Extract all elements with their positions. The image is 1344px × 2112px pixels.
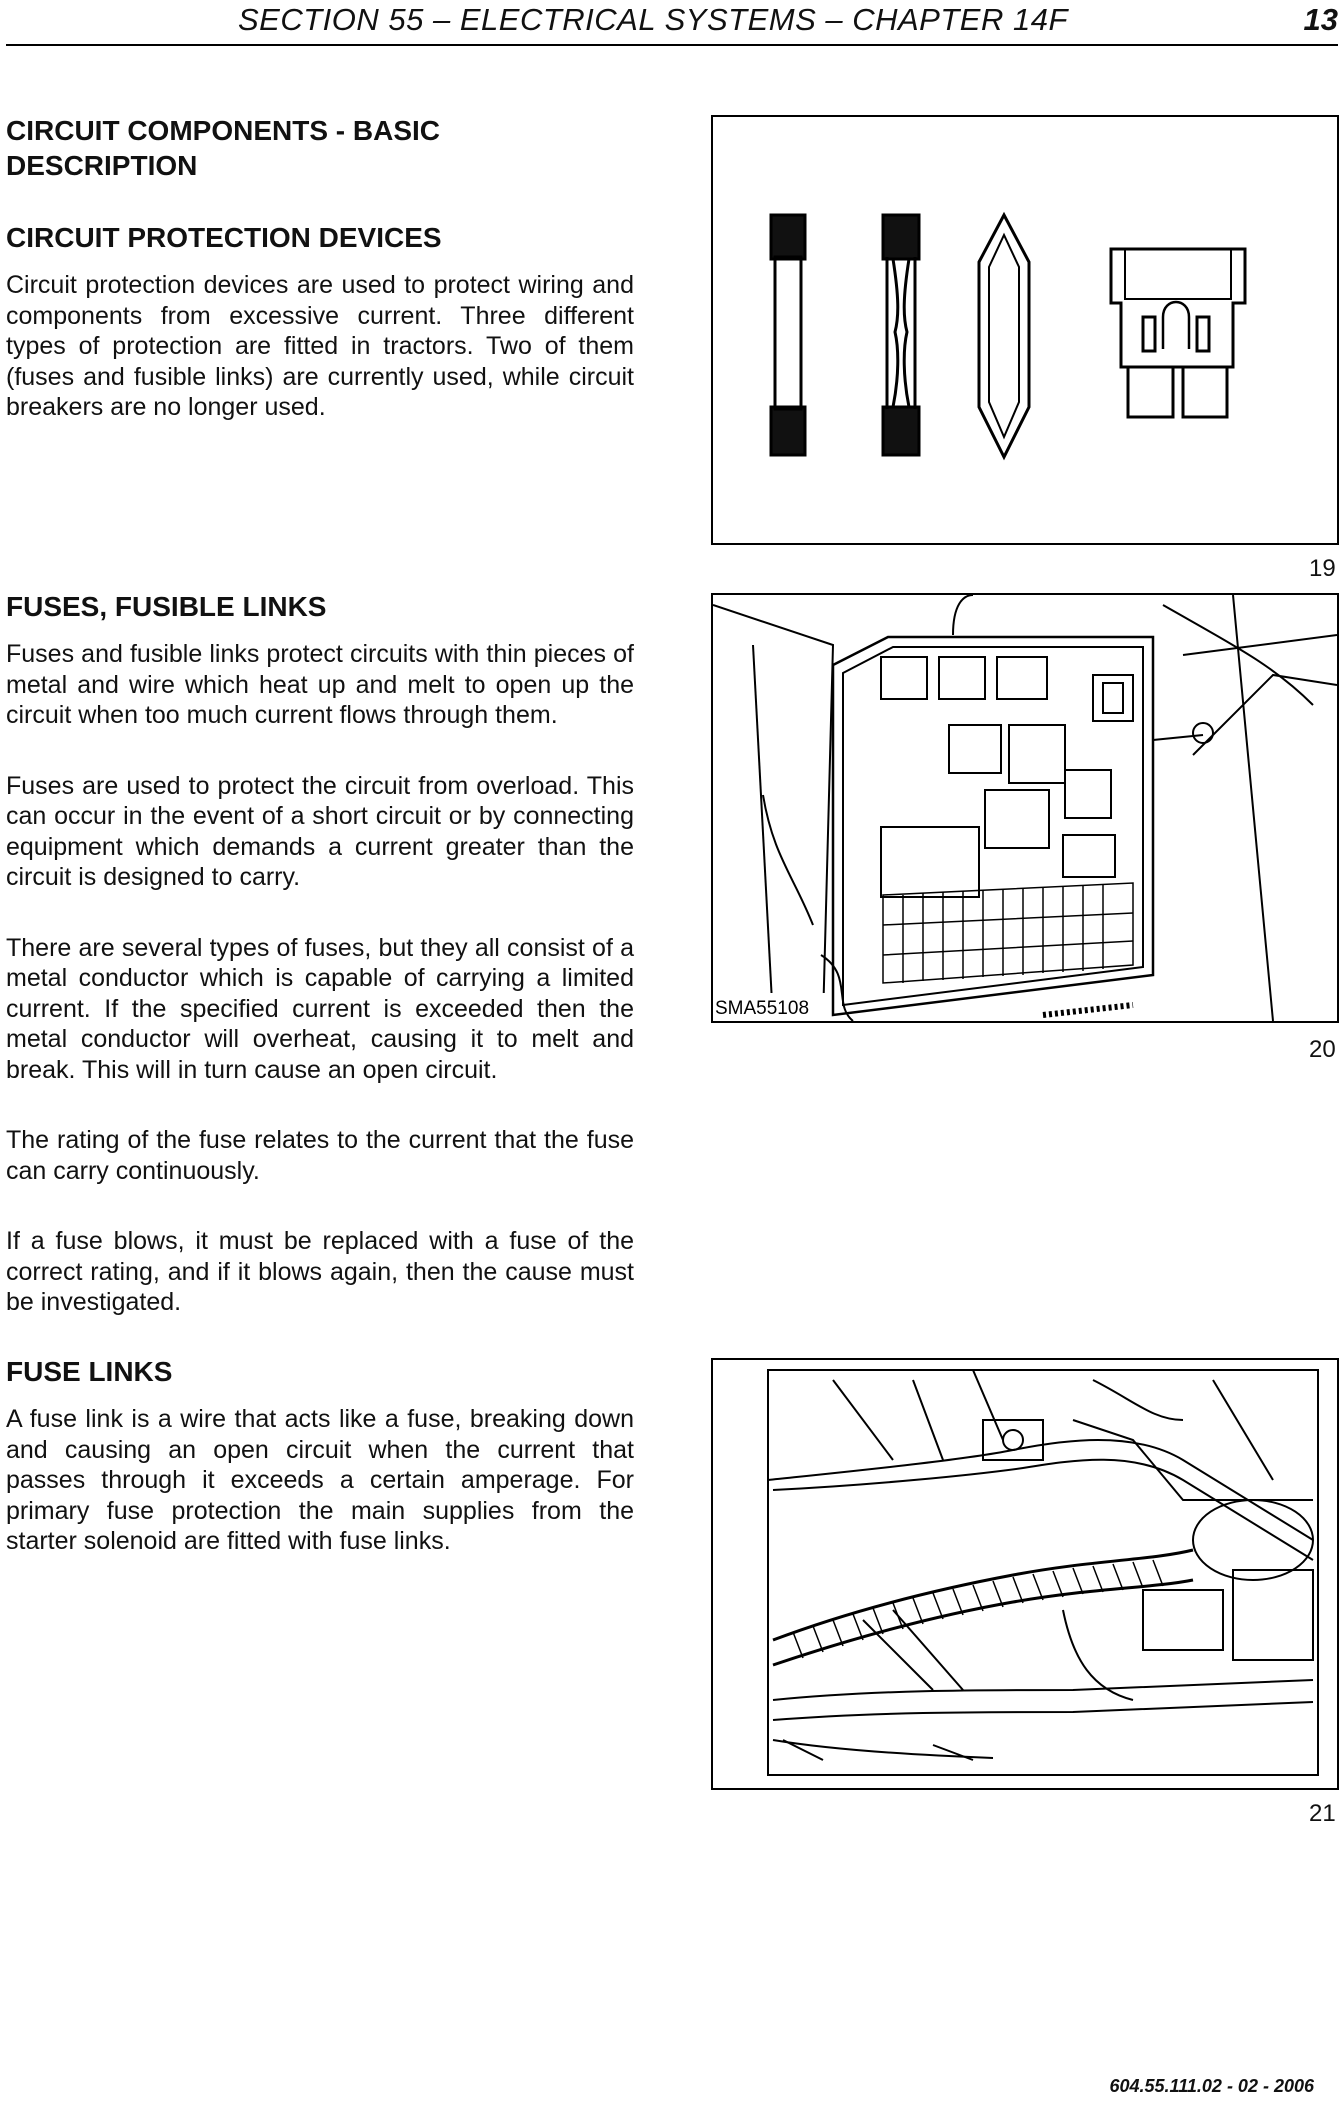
fuses-paragraph-5: If a fuse blows, it must be replaced with a fuse of the correct rating, and if it blows again, then the cause must be investigated. bbox=[6, 1227, 634, 1316]
fuse-link-illustration bbox=[713, 1360, 1337, 1788]
figure-code: SMA55108 bbox=[715, 998, 810, 1019]
figure-number-21: 21 bbox=[1309, 1800, 1336, 1827]
fuses-paragraph-2: Fuses are used to protect the circuit from overload. This can occur in the event of a short circuit or by connecting equipment which demands a current greater than the circuit is designed to carry. bbox=[6, 771, 634, 891]
figure-number-19: 19 bbox=[1309, 555, 1336, 582]
links-heading: FUSE LINKS bbox=[6, 1356, 173, 1387]
fuse-types-figure bbox=[711, 115, 1339, 545]
links-paragraph-1: A fuse link is a wire that acts like a fuse, breaking down and causing an open circuit when the current that passes through it exceeds a certain amperage. For primary fuse protection the main supplies from the starter solenoid are fitted with fuse links. bbox=[6, 1405, 634, 1555]
fuses-paragraph-1: Fuses and fusible links protect circuits with thin pieces of metal and wire which heat up and melt to open up the circuit when too much current flows through them. bbox=[6, 640, 634, 729]
page-header bbox=[6, 0, 1338, 46]
section-title: SECTION 55 – ELECTRICAL SYSTEMS – CHAPTER 14F bbox=[238, 2, 1068, 37]
fuse-types-illustration bbox=[713, 117, 1337, 543]
cpd-paragraph-1: Circuit protection devices are used to protect wiring and components from excessive current. Three different types of protection are fitted in tractors. Two of them (fuses and fusible links) are currently used, while circuit breakers are no longer used. bbox=[6, 271, 634, 421]
main-heading: CIRCUIT COMPONENTS - BASIC DESCRIPTION bbox=[6, 115, 440, 181]
fuses-block bbox=[6, 589, 634, 1318]
fuses-paragraph-3: There are several types of fuses, but they all consist of a metal conductor which is capable of carrying a limited current. If the specified current is exceeded then the metal conductor will overheat, causing it to melt and break. This will in turn cause an open circuit. bbox=[6, 933, 634, 1084]
main-heading-block bbox=[6, 113, 634, 183]
fuses-paragraph-4: The rating of the fuse relates to the current that the fuse can carry continuously. bbox=[6, 1126, 634, 1185]
cpd-block bbox=[6, 220, 634, 423]
figure-number-20: 20 bbox=[1309, 1036, 1336, 1063]
fuse-box-illustration bbox=[713, 595, 1337, 1021]
fuse-box-figure bbox=[711, 593, 1339, 1023]
page-number: 13 bbox=[1303, 2, 1338, 37]
links-block bbox=[6, 1354, 634, 1557]
document-code: 604.55.111.02 - 02 - 2006 bbox=[1109, 2076, 1314, 2096]
fuse-link-figure bbox=[711, 1358, 1339, 1790]
cpd-heading: CIRCUIT PROTECTION DEVICES bbox=[6, 222, 442, 253]
fuses-heading: FUSES, FUSIBLE LINKS bbox=[6, 591, 327, 622]
